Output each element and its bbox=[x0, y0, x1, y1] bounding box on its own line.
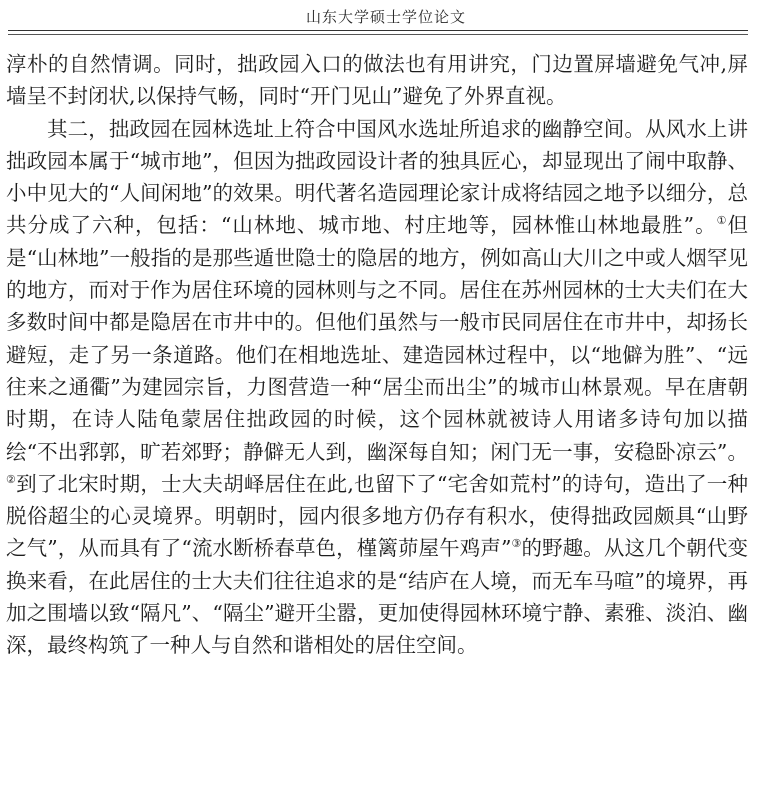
body-text bbox=[6, 48, 748, 662]
paragraph-text: 到了北宋时期，士大夫胡峄居住在此,也留下了“宅舍如荒村”的诗句，造出了一种脱俗超尘的心灵境界。明朝时，园内很多地方仍存有积水，使得拙政园颇具“山野之气”，从而具有了“流水断桥春草色，槿篱茆屋午鸡声” bbox=[6, 471, 748, 561]
paragraph-text: 其二，拙政园在园林选址上符合中国风水选址所追求的幽静空间。从风水上讲拙政园本属于“城市地”，但因为拙政园设计者的独具匠心，却显现出了闹中取静、小中见大的“人间闲地”的效果。明代著名造园理论家计成将结园之地予以细分，总共分成了六种，包括：“山林地、城市地、村庄地等，园林惟山林地最胜”。 bbox=[6, 116, 748, 238]
paragraph-text: 淳朴的自然情调。同时，拙政园入口的做法也有用讲究，门边置屏墙避免气冲,屏墙呈不封闭状,以保持气畅，同时“开门见山”避免了外界直视。 bbox=[6, 52, 748, 109]
paragraph-text: 的野趣。从这几个朝代变换来看，在此居住的士大夫们往往追求的是“结庐在人境，而无车马喧”的境界，再加之围墙以致“隔凡”、“隔尘”避开尘嚣，更加使得园林环境宁静、素雅、淡泊、幽深，最终构筑了一种人与自然和谐相处的居住空间。 bbox=[6, 536, 748, 658]
paragraph bbox=[6, 113, 748, 662]
footnote-marker: ① bbox=[716, 214, 728, 228]
footnote-marker: ② bbox=[6, 472, 17, 486]
paragraph bbox=[6, 48, 748, 113]
paragraph-text: 但是“山林地”一般指的是那些遁世隐士的隐居的地方，例如高山大川之中或人烟罕见的地方，而对于作为居住环境的园林则与之不同。居住在苏州园林的士大夫们在大多数时间中都是隐居在市井中的。但他们虽然与一般市民同居住在市井中，却扬长避短，走了另一条道路。他们在相地选址、建造园林过程中，以“地僻为胜”、“远往来之通衢”为建园宗旨，力图营造一种“居尘而出尘”的城市山林景观。早在唐朝时期，在诗人陆龟蒙居住拙政园的时候，这个园林就被诗人用诸多诗句加以描绘“不出郛郭，旷若郊野；静僻无人到，幽深每自知；闲门无一事，安稳卧凉云”。 bbox=[6, 213, 748, 464]
footnote-marker: ③ bbox=[511, 537, 522, 551]
header-rule-thin bbox=[8, 34, 748, 35]
page-header-title: 山东大学硕士学位论文 bbox=[305, 8, 466, 26]
header-rule bbox=[8, 30, 748, 31]
